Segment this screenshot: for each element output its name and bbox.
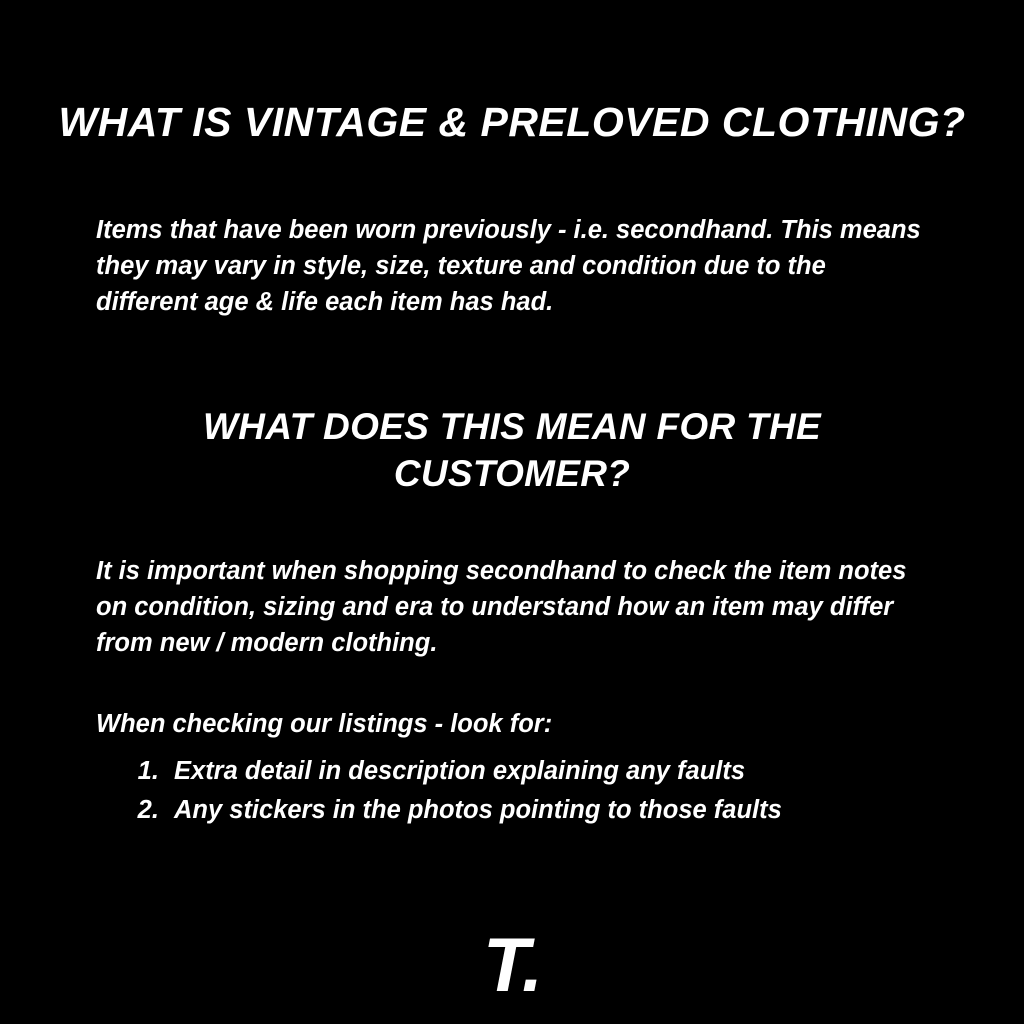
list-item: 1. Extra detail in description explaining any faults xyxy=(166,752,1006,791)
brand-logo: T. xyxy=(483,923,541,1008)
page-title: WHAT IS VINTAGE & PRELOVED CLOTHING? xyxy=(58,99,966,146)
list-item: 2. Any stickers in the photos pointing to those faults xyxy=(166,791,1006,830)
listings-prompt: When checking our listings - look for: xyxy=(96,709,553,738)
customer-paragraph: It is important when shopping secondhand to check the item notes on condition, sizing and era to understand how an item may differ from new / modern clothing. xyxy=(96,556,907,657)
section-heading-customer: WHAT DOES THIS MEAN FOR THE CUSTOMER? xyxy=(203,405,821,495)
intro-paragraph: Items that have been worn previously - i.e. secondhand. This means they may vary in style, size, texture and condition due to the different age & life each item has had. xyxy=(96,215,921,316)
checklist xyxy=(124,752,1006,830)
